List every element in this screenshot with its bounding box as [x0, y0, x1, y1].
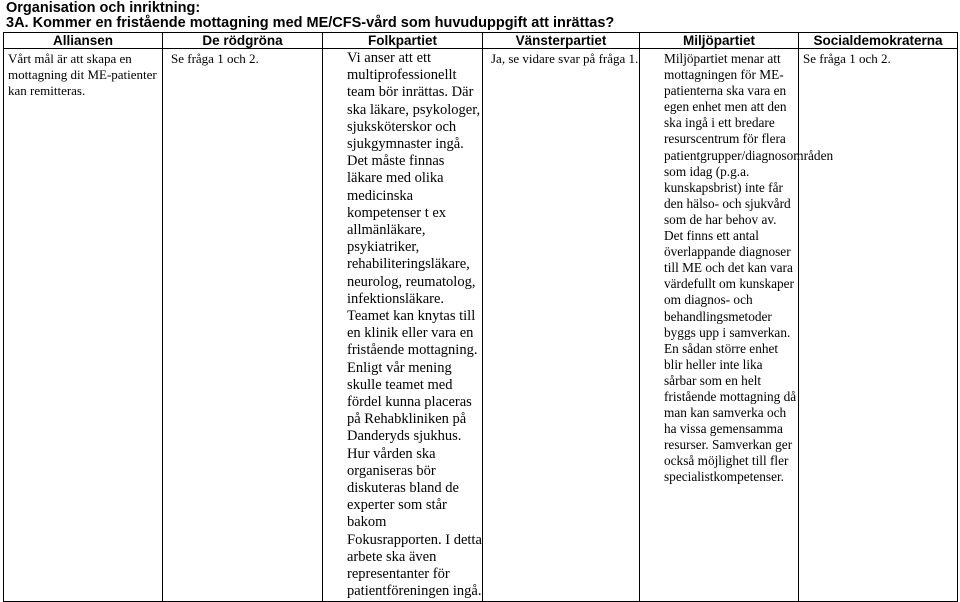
party-answers-table — [3, 32, 958, 602]
answer-socialdemokraterna: Se fråga 1 och 2. — [803, 51, 891, 66]
answer-vansterpartiet: Ja, se vidare svar på fråga 1. — [491, 51, 639, 66]
column-header-miljopartiet: Miljöpartiet — [640, 33, 799, 49]
cell-de-rodgrona — [163, 49, 323, 602]
section-heading: Organisation och inriktning: — [6, 0, 201, 16]
table-header-row — [4, 33, 958, 49]
cell-folkpartiet — [323, 49, 483, 602]
answer-alliansen: Vårt mål är att skapa en mottagning dit ME-patienter kan remitteras. — [8, 51, 157, 98]
column-header-folkpartiet: Folkpartiet — [323, 33, 483, 49]
column-header-de-rodgrona: De rödgröna — [163, 33, 323, 49]
question-heading: 3A. Kommer en fristående mottagning med ME/CFS-vård som huvuduppgift att inrättas? — [6, 15, 615, 31]
column-header-socialdemokraterna: Socialdemokraterna — [799, 33, 958, 49]
answer-miljopartiet: Miljöpartiet menar att mottagningen för ME-patienterna ska vara en egen enhet men att den ska ingå i ett bredare resurscentrum för flera patientgrupper/diagnosområden som idag (p.g.a. kunskapsbrist) inte får den hälso- och sjukvård som de har behov av. Det finns ett antal överlappande diagnoser till ME och det kan vara värdefullt om kunskaper om diagnos- och behandlingsmetoder byggs upp i samverkan. En sådan större enhet blir heller inte lika sårbar som en helt fristående mottagning då man kan samverka och ha vissa gemensamma resurser. Samverkan ger också möjlighet till fler specialistkompetenser. — [664, 51, 834, 485]
cell-socialdemokraterna — [799, 49, 958, 602]
column-header-vansterpartiet: Vänsterpartiet — [483, 33, 640, 49]
cell-vansterpartiet — [483, 49, 640, 602]
column-header-alliansen: Alliansen — [4, 33, 163, 49]
cell-alliansen — [4, 49, 163, 602]
table-row — [4, 49, 958, 602]
answer-folkpartiet: Vi anser att ett multiprofessionellt team bör inrättas. Där ska läkare, psykologer, sjuksköterskor och sjukgymnaster ingå. Det måste finnas läkare med olika medicinska kompetenser t ex allmänläkare, psykiatriker, rehabiliteringsläkare, neurolog, reumatolog, infektionsläkare. Teamet kan knytas till en klinik eller vara en fristående mottagning. Enligt vår mening skulle teamet med fördel kunna placeras på Rehabkliniken på Danderyds sjukhus. Hur vården ska organiseras bör diskuteras bland de experter som står bakom Fokusrapporten. I detta arbete ska även representanter för patientföreningen ingå. — [347, 50, 482, 600]
cell-miljopartiet — [640, 49, 834, 602]
answer-de-rodgrona: Se fråga 1 och 2. — [171, 51, 259, 66]
